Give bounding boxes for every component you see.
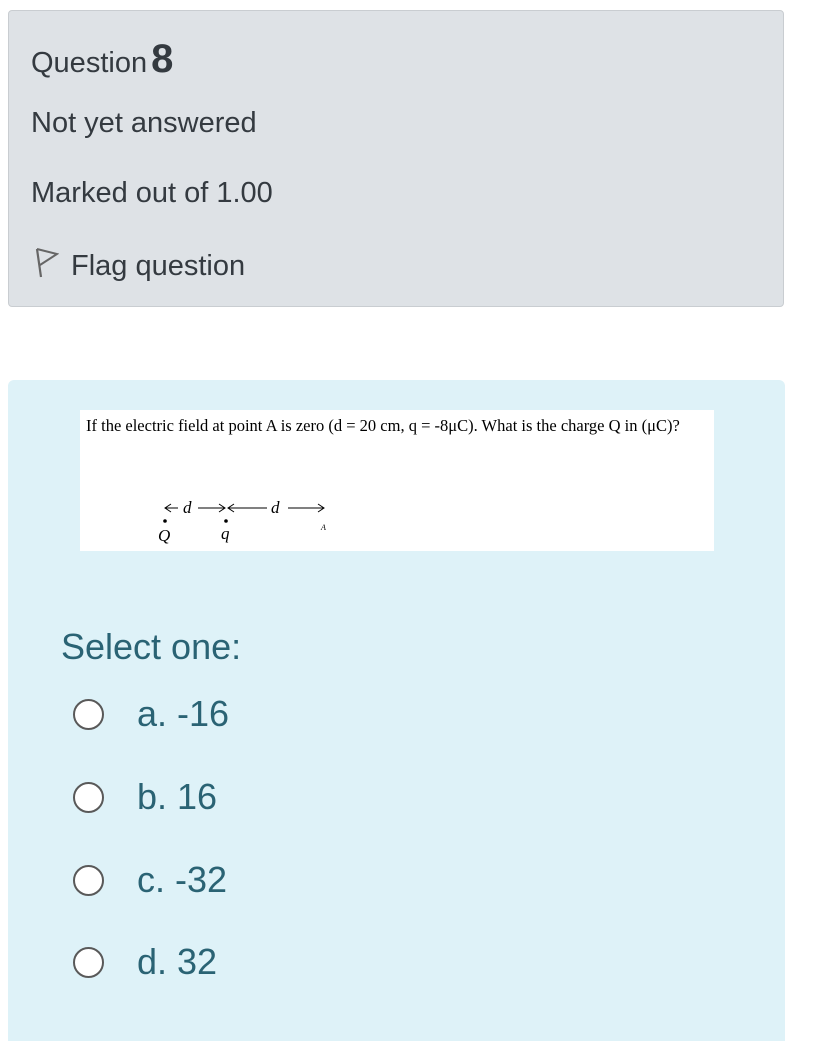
radio-button-d[interactable] xyxy=(73,947,104,978)
answer-option-c[interactable] xyxy=(73,859,227,901)
point-A-label: A xyxy=(321,523,326,532)
charge-Q-label: Q xyxy=(158,526,171,545)
question-text: If the electric field at point A is zero (d = 20 cm, q = -8μC). What is the charge Q in (μC)? xyxy=(86,416,680,435)
charge-q-dot xyxy=(224,519,228,523)
flag-question-label: Flag question xyxy=(71,249,246,282)
answer-option-d[interactable] xyxy=(73,941,217,983)
question-state: Not yet answered xyxy=(31,107,257,139)
radio-button-b[interactable] xyxy=(73,782,104,813)
radio-button-a[interactable] xyxy=(73,699,104,730)
question-heading xyxy=(31,37,173,82)
radio-button-c[interactable] xyxy=(73,865,104,896)
distance-label-2: d xyxy=(271,498,280,517)
question-grade: Marked out of 1.00 xyxy=(31,177,273,209)
distance-arrow-1 xyxy=(165,504,225,512)
answer-option-a[interactable] xyxy=(73,693,229,735)
answer-option-label: c. -32 xyxy=(137,859,228,900)
charge-diagram xyxy=(80,410,714,551)
question-content-panel xyxy=(8,380,785,1041)
answer-option-label: a. -16 xyxy=(137,693,230,734)
distance-label-1: d xyxy=(183,498,192,517)
answer-option-label: b. 16 xyxy=(137,776,218,817)
charge-Q-dot xyxy=(163,519,167,523)
select-one-prompt: Select one: xyxy=(61,626,242,667)
answer-option-label: d. 32 xyxy=(137,941,218,982)
flag-icon xyxy=(31,245,71,287)
question-image xyxy=(80,410,714,551)
question-word: Question xyxy=(31,47,148,79)
answer-option-b[interactable] xyxy=(73,776,217,818)
question-info-panel xyxy=(8,10,784,307)
charge-q-label: q xyxy=(221,524,230,543)
flag-question-button[interactable] xyxy=(31,245,245,287)
question-number: 8 xyxy=(151,37,174,81)
